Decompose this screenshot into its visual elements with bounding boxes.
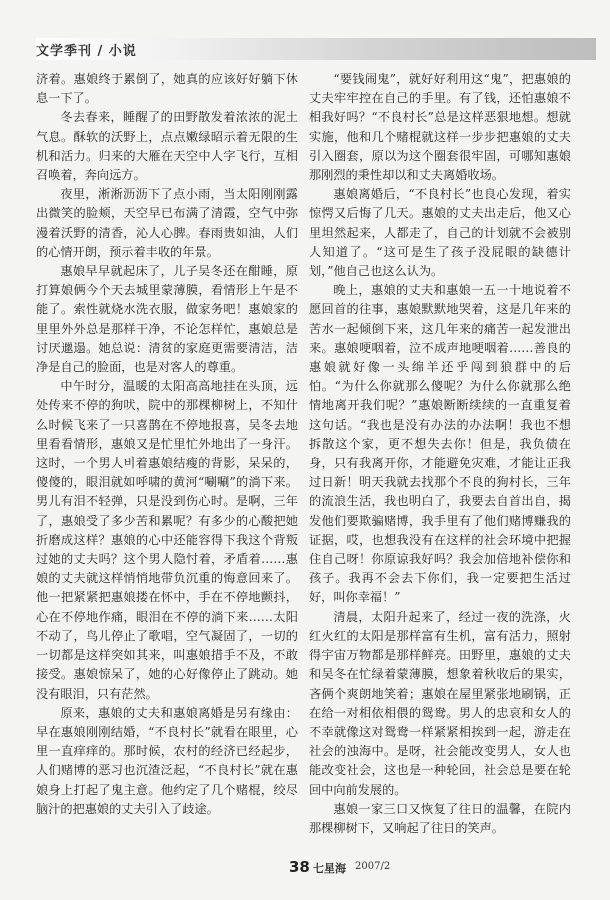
paragraph: 惠娘离婚后，“不良村长”也良心发现，着实惊愕又后悔了几天。惠娘的丈夫出走后，他又心里坦然起来，人都走了，自己的计划就不会被别人知道了。“这可是生了孩子没屁眼的缺德计划，”他自己也这么认为。 (309, 187, 571, 279)
paragraph: 惠娘早早就起床了，儿子吴冬还在酣睡，原打算娘俩今个天去城里蒙薄膜，看情形上午是不能了。索性就烧水洗衣服，做家务吧！惠娘家的里里外外总是那样干净，不论怎样忙，惠娘总是讨厌邋遢。她总说：清贫的家庭更需要清洁，洁净是自己的脸面，也是对客人的尊重。 (36, 264, 298, 375)
issue-number: 2007/2 (355, 861, 391, 872)
page-number: 38 (289, 858, 310, 876)
paragraph: 夜里，淅淅沥沥下了点小雨，当太阳刚刚露出微笑的脸颊，天空早已布满了清霞，空气中弥漫着沃野的清香，沁人心脾。春雨贵如油，人们的心情开朗，预示着丰收的年景。 (36, 187, 298, 259)
paragraph: 济着。惠娘终于累倒了，她真的应该好好躺下休息一下了。 (36, 72, 298, 106)
paragraph: 冬去春来，睡醒了的田野散发着浓浓的泥土气息。酥软的沃野上，点点嫩绿昭示着无限的生机和活力。归来的大雁在天空中人字飞行，互相召唤着，奔向远方。 (36, 110, 298, 183)
journal-name: 七星海 (313, 862, 346, 875)
paragraph: 清晨，太阳升起来了，经过一夜的洗涤，火红火红的太阳是那样富有生机，富有活力，照射得宇宙万物都是那样鲜亮。田野里，惠娘的丈夫和吴冬在忙绿着蒙薄膜，想象着秋收后的果实，吝俩个爽朗地笑着；惠娘在屋里紧张地刷锅，正在给一对相依相偎的鸳鸯。男人的忠哀和女人的不幸就像这对鸳鸯一样紧紧相挨到一起，游走在社会的浊海中。是呀，社会能改变男人，女人也能改变社会，这也是一种轮回，社会总是要在轮回中向前发展的。 (309, 609, 571, 797)
paragraph: 中午时分，温暖的太阳高高地挂在头顶，远处传来不停的狗吠，院中的那棵柳树上，不知什么时候飞来了一只喜鹊在不停地报喜，吴冬去地里看看情形，惠娘又是忙里忙外地出了一身汗。这时，一个男人비着惠娘结瘦的背影，呆呆的，傻傻的，眼泪就如呼啸的黄河“唰唰”的淌下来。男儿有泪不轻弹，只是没到伤心时。是啊，三年了，惠娘受了多少苦和累呢？有多少的心酸把她折磨成这样？惠娘的心中还能容得下我这个背叛过她的丈夫吗？这个男人隐忖着，矛盾着……惠娘的丈夫就这样悄悄地带负沉重的悔意回来了。他一把紧紧把惠娘搂在怀中，手在不停地颤抖，心在不停地作痛，眼泪在不停的淌下来……太阳不动了，鸟儿停止了歌唱，空气凝固了，一切的一切都是这样突如其来，叫惠娘措手不及，不敢接受。惠娘惊呆了，她的心好像停止了跳动。她没有眼泪，只有茫然。 (36, 379, 298, 701)
paragraph: “要钱闹鬼”，就好好利用这“鬼”，把惠娘的丈夫牢牢控在自己的手里。有了钱，还怕惠娘不相我好吗？“不良村长”总是这样恶狠地想。想就实施，他和几个赌棍就这样一步步把惠娘的丈夫引入圈套，原以为这个圈套很牢固，可哪知惠娘那刚烈的秉性却以和丈夫离婚收场。 (309, 72, 571, 183)
section-title: 文学季刊 / 小说 (36, 44, 137, 59)
right-column (309, 70, 571, 838)
paragraph: 晚上，惠娘的丈夫和惠娘一五一十地说着不愿回首的往事，惠娘默默地哭着，这是几年来的苦水一起倾倒下来，这几年来的痛苦一起发泄出来。惠娘哽咽着，泣不成声地哽咽着……善良的惠娘就好像一头绵羊还乎闯到狼群中的后怕。“为什么你就那么傻呢？为什么你就那么绝情地离开我们呢？”惠娘断断续续的一直重复着这句话。“我也是没有办法的办法啊！我也不想拆散这个家，更不想失去你！但是，我负债在身，只有我离开你，才能避免灾难，才能让正我过日新！明天我就去找那个不良的狗村长，三年的流浪生活，我也明白了，我要去自首出自，揭发他们要欺骗赌博，我手里有了他们赌博赚我的证据，哎，也想我没有在这样的社会环境中把握住自己呀！你原谅我好吗？我会加倍地补偿你和孩子。我再不会去下你们，我一定要把生活过好，叫你幸福！” (309, 283, 571, 605)
left-column (36, 70, 298, 819)
page-footer (289, 858, 409, 878)
paragraph: 惠娘一家三口又恢复了往日的温馨，在院内那棵柳树下，又响起了往日的笑声。 (309, 801, 571, 835)
paragraph: 原来，惠娘的丈夫和惠娘离婚是另有缘由：早在惠娘刚刚结婚，“不良村长”就看在眼里，心里一直痒痒的。那时候，农村的经济已经起步，人们赌博的恶习也沉渣泛起，“不良村长”就在惠娘身上打起了鬼主意。他约定了几个赌棍，绞尽脑汁的把惠娘的丈夫引入了歧途。 (36, 705, 298, 816)
page-header (36, 36, 596, 62)
